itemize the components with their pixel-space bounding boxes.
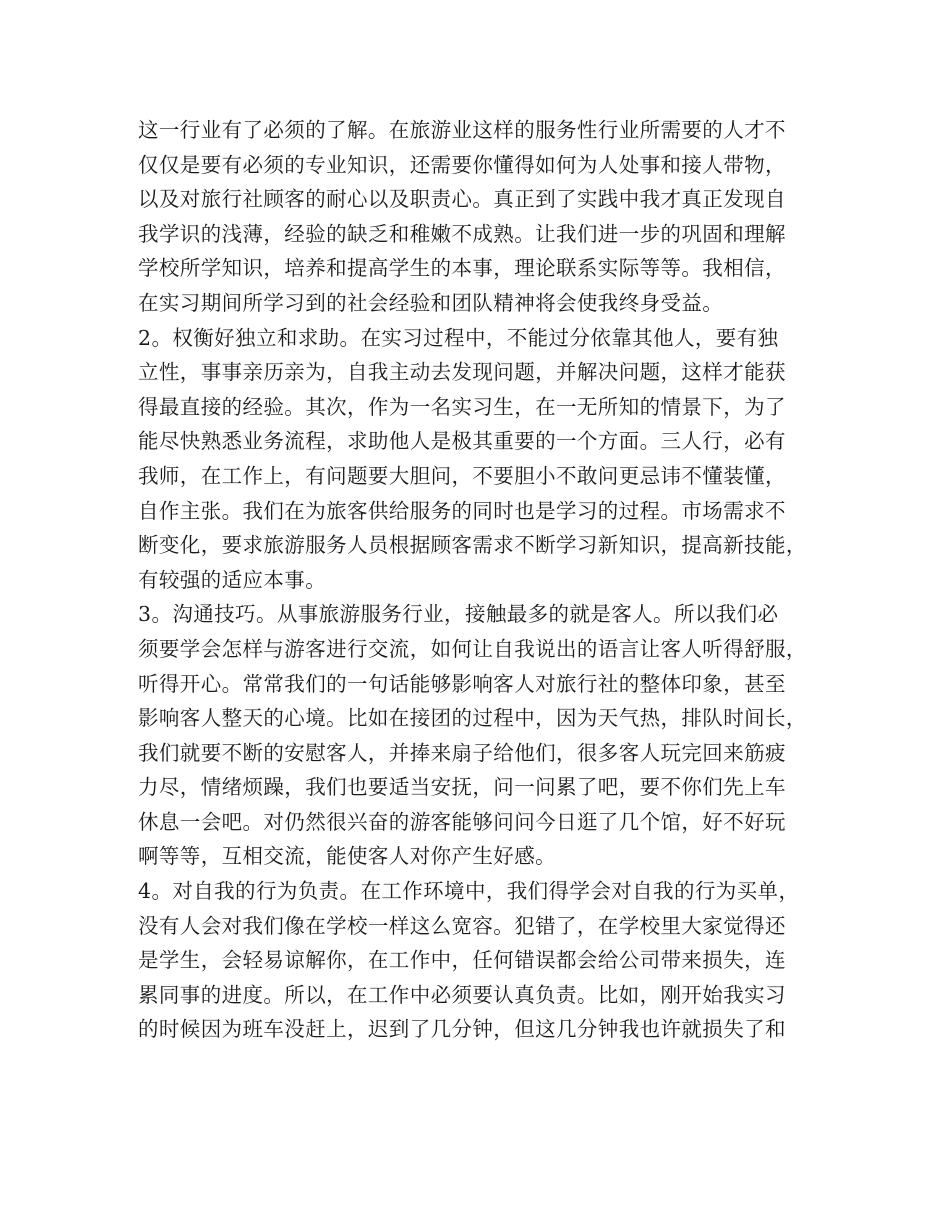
body-text [138,113,828,1047]
text-line: 在实习期间所学习到的社会经验和团队精神将会使我终身受益。 [138,290,724,315]
text-line: 学校所学知识，培养和提高学生的本事，理论联系实际等等。我相信， [138,256,786,281]
text-line: 仅仅是要有必须的专业知识，还需要你懂得如何为人处事和接人带物， [138,152,786,177]
text-line: 3。沟通技巧。从事旅游服务行业，接触最多的就是客人。所以我们必 [138,602,779,627]
text-line: 以及对旅行社顾客的耐心以及职责心。真正到了实践中我才真正发现自 [138,187,786,212]
text-line: 须要学会怎样与游客进行交流，如何让自我说出的语言让客人听得舒服， [138,636,807,661]
text-line: 我师，在工作上，有问题要大胆问，不要胆小不敢问更忌讳不懂装懂， [138,463,786,488]
text-line: 休息一会吧。对仍然很兴奋的游客能够问问今日逛了几个馆，好不好玩 [138,809,786,834]
text-line: 影响客人整天的心境。比如在接团的过程中，因为天气热，排队时间长， [138,706,807,731]
text-line: 得最直接的经验。其次，作为一名实习生，在一无所知的情景下，为了 [138,394,786,419]
text-line: 的时候因为班车没赶上，迟到了几分钟，但这几分钟我也许就损失了和 [138,1017,786,1042]
text-line: 这一行业有了必须的了解。在旅游业这样的服务性行业所需要的人才不 [138,118,786,142]
text-line: 累同事的进度。所以，在工作中必须要认真负责。比如，刚开始我实习 [138,982,786,1007]
text-line: 立性，事事亲历亲为，自我主动去发现问题，并解决问题，这样才能获 [138,360,786,385]
text-line: 断变化，要求旅游服务人员根据顾客需求不断学习新知识，提高新技能， [138,533,807,558]
text-line: 啊等等，互相交流，能使客人对你产生好感。 [138,844,556,869]
text-line: 我学识的浅薄，经验的缺乏和稚嫩不成熟。让我们进一步的巩固和理解 [138,221,786,246]
text-line: 能尽快熟悉业务流程，求助他人是极其重要的一个方面。三人行，必有 [138,429,786,454]
text-line: 是学生，会轻易谅解你，在工作中，任何错误都会给公司带来损失，连 [138,948,786,973]
text-line: 2。权衡好独立和求助。在实习过程中，不能过分依靠其他人，要有独 [138,325,779,350]
text-line: 没有人会对我们像在学校一样这么宽容。犯错了，在学校里大家觉得还 [138,913,786,938]
text-line: 力尽，情绪烦躁，我们也要适当安抚，问一问累了吧，要不你们先上车 [138,775,786,800]
text-line: 听得开心。常常我们的一句话能够影响客人对旅行社的整体印象，甚至 [138,671,786,696]
text-line: 我们就要不断的安慰客人，并捧来扇子给他们，很多客人玩完回来筋疲 [138,740,786,765]
text-line: 自作主张。我们在为旅客供给服务的同时也是学习的过程。市场需求不 [138,498,786,523]
text-line: 4。对自我的行为负责。在工作环境中，我们得学会对自我的行为买单， [138,879,800,904]
text-line: 有较强的适应本事。 [138,567,327,592]
